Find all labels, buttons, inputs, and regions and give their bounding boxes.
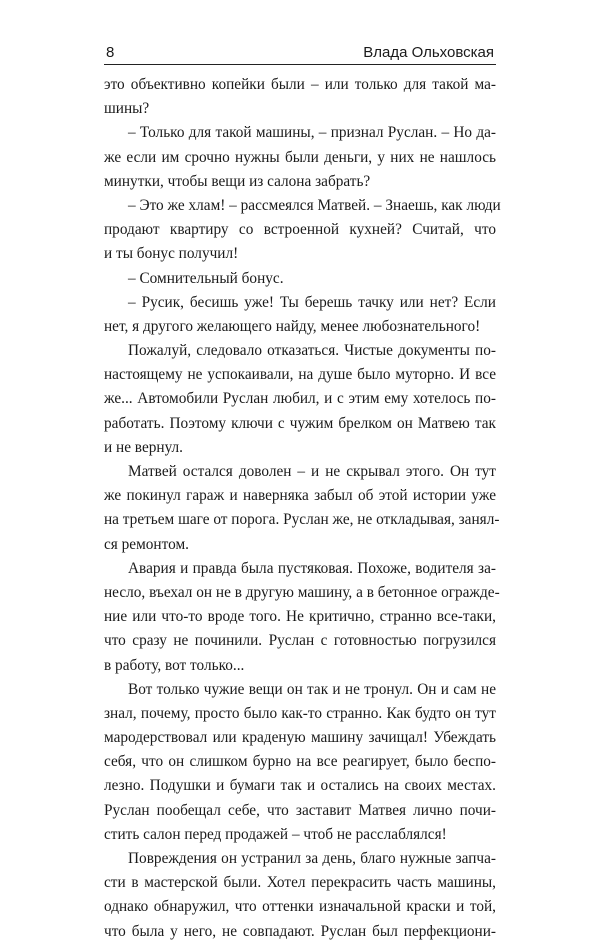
page-number: 8 — [106, 44, 115, 61]
text-line: – Русик, бесишь уже! Ты берешь тачку или нет? Если — [128, 293, 496, 311]
text-line: нет, я другого желающего найду, менее любознательного! — [104, 317, 481, 335]
text-line: продают квартиру со встроенной кухней? Считай, что — [104, 221, 496, 239]
text-line: в работу, вот только... — [104, 656, 245, 674]
text-line: знал, почему, просто было как-то странно. Как будто он тут — [104, 704, 496, 722]
body-text — [104, 73, 501, 944]
text-line: и не вернул. — [104, 438, 184, 456]
text-line: это объективно копейки были – или только для такой ма- — [104, 76, 496, 93]
text-line: же... Автомобили Руслан любил, и с этим ему хотелось по- — [104, 390, 496, 408]
text-line: мародерствовал или краденую машину зачищал! Убеждать — [104, 729, 496, 747]
page-header — [104, 40, 496, 65]
text-line: стить салон перед продажей – чтоб не расслаблялся! — [104, 825, 447, 843]
text-line: работать. Поэтому ключи с чужим брелком он Матвею так — [104, 414, 496, 432]
text-line: что сразу не починили. Руслан с готовностью погрузился — [104, 632, 496, 650]
text-line: настоящему не успокаивали, на душе было муторно. И все — [104, 366, 496, 384]
text-line: минутки, чтобы вещи из салона забрать? — [104, 172, 371, 190]
text-line: Повреждения он устранил за день, благо нужные запча- — [128, 850, 496, 867]
text-line: ся ремонтом. — [104, 535, 189, 553]
text-line: же покинул гараж и наверняка забыл об этой истории уже — [104, 487, 496, 505]
text-line: Вот только чужие вещи он так и не тронул. Он и сам не — [128, 680, 496, 698]
text-line: – Только для такой машины, – признал Руслан. – Но да- — [128, 124, 496, 142]
text-line: ние или что-то вроде того. Не критично, странно все-таки, — [104, 608, 496, 626]
text-line: лезно. Подушки и бумаги так и остались на своих местах. — [104, 777, 496, 795]
text-line: – Сомнительный бонус. — [128, 269, 284, 287]
text-line: Руслан пообещал себе, что заставит Матвея лично почи- — [104, 801, 496, 819]
text-line: что была у него, не совпадают. Руслан был перфекциони- — [104, 922, 496, 940]
text-line: несло, въехал он не в другую машину, а в бетонное огражде- — [104, 583, 500, 601]
text-line: на третьем шаге от порога. Руслан же, не откладывая, занял- — [104, 511, 500, 529]
text-line: сти в мастерской были. Хотел перекрасить часть машины, — [104, 874, 496, 892]
text-line: Матвей остался доволен – и не скрывал этого. Он тут — [128, 463, 496, 480]
text-line: же если им срочно нужны были деньги, у них не нашлось — [104, 148, 496, 166]
text-line: себя, что он слишком бурно на все реагирует, было беспо- — [104, 753, 496, 771]
text-line: однако обнаружил, что оттенки изначальной краски и той, — [104, 898, 496, 916]
text-line: и ты бонус получил! — [104, 245, 239, 263]
text-line: Авария и правда была пустяковая. Похоже, водителя за- — [128, 559, 496, 577]
text-line: Пожалуй, следовало отказаться. Чистые документы по- — [128, 342, 496, 360]
text-line: шины? — [104, 100, 150, 118]
text-line: – Это же хлам! – рассмеялся Матвей. – Знаешь, как люди — [128, 196, 501, 214]
running-head-author: Влада Ольховская — [363, 44, 494, 61]
